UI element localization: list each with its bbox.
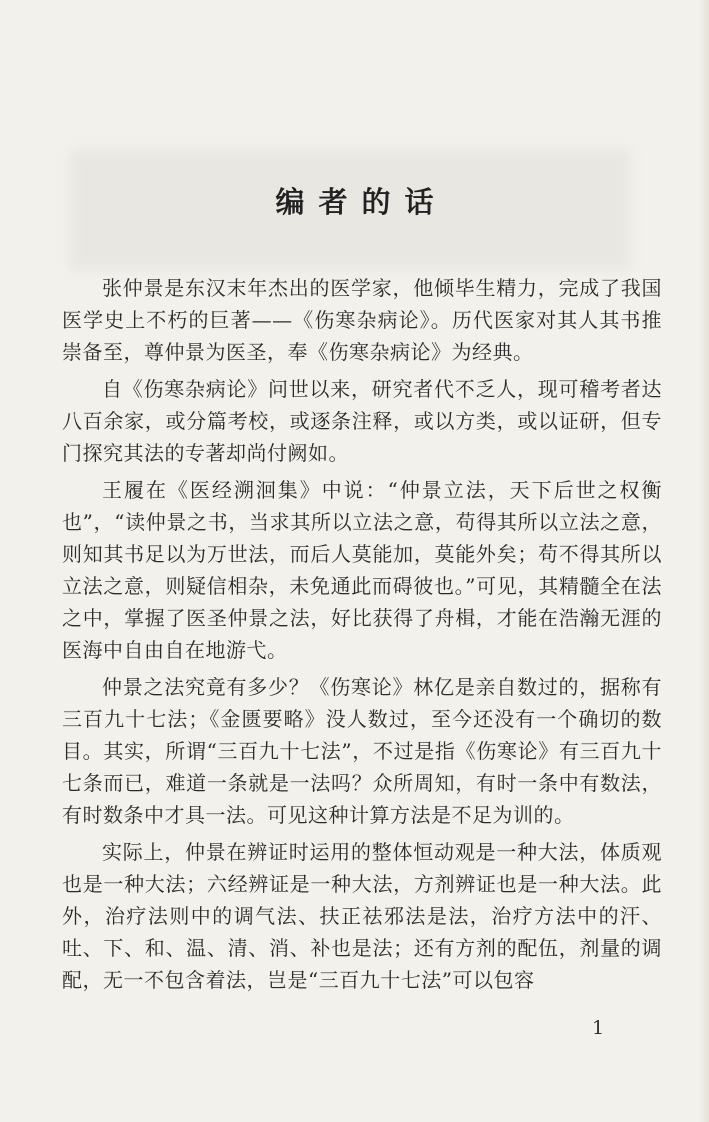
page-title: 编者的话	[275, 185, 448, 219]
page-edge-shadow	[699, 0, 709, 1122]
paragraph-2: 自《伤寒杂病论》问世以来，研究者代不乏人，现可稽考者达八百余家，或分篇考校，或逐条注释，或以方类，或以证研，但专门探究其法的专著却尚付阙如。	[62, 377, 662, 465]
paragraph-1: 张仲景是东汉末年杰出的医学家，他倾毕生精力，完成了我国医学史上不朽的巨著——《伤寒杂病论》。历代医家对其人其书推崇备至，尊仲景为医圣，奉《伤寒杂病论》为经典。	[62, 276, 662, 364]
paragraph-3: 王履在《医经溯洄集》中说：“仲景立法，天下后世之权衡也”，“读仲景之书，当求其所以立法之意，苟得其所以立法之意，则知其书足以为万世法，而后人莫能加，莫能外矣；苟不得其所以立法之意，则疑信相杂，未免通此而碍彼也。”可见，其精髓全在法之中，掌握了医圣仲景之法，好比获得了舟楫，才能在浩瀚无涯的医海中自由自在地游弋。	[62, 478, 662, 662]
page-number: 1	[592, 1017, 605, 1039]
paragraph-4: 仲景之法究竟有多少？《伤寒论》林亿是亲自数过的，据称有三百九十七法；《金匮要略》没人数过，至今还没有一个确切的数目。其实，所谓“三百九十七法”，不过是指《伤寒论》有三百九十七条而已，难道一条就是一法吗？众所周知，有时一条中有数法，有时数条中才具一法。可见这种计算方法是不足为训的。	[62, 675, 662, 827]
body-text	[62, 272, 662, 1001]
paragraph-5: 实际上，仲景在辨证时运用的整体恒动观是一种大法，体质观也是一种大法；六经辨证是一种大法，方剂辨证也是一种大法。此外，治疗法则中的调气法、扶正祛邪法是法，治疗方法中的汗、吐、下、和、温、清、消、补也是法；还有方剂的配伍，剂量的调配，无一不包含着法，岂是“三百九十七法”可以包容	[62, 840, 662, 992]
